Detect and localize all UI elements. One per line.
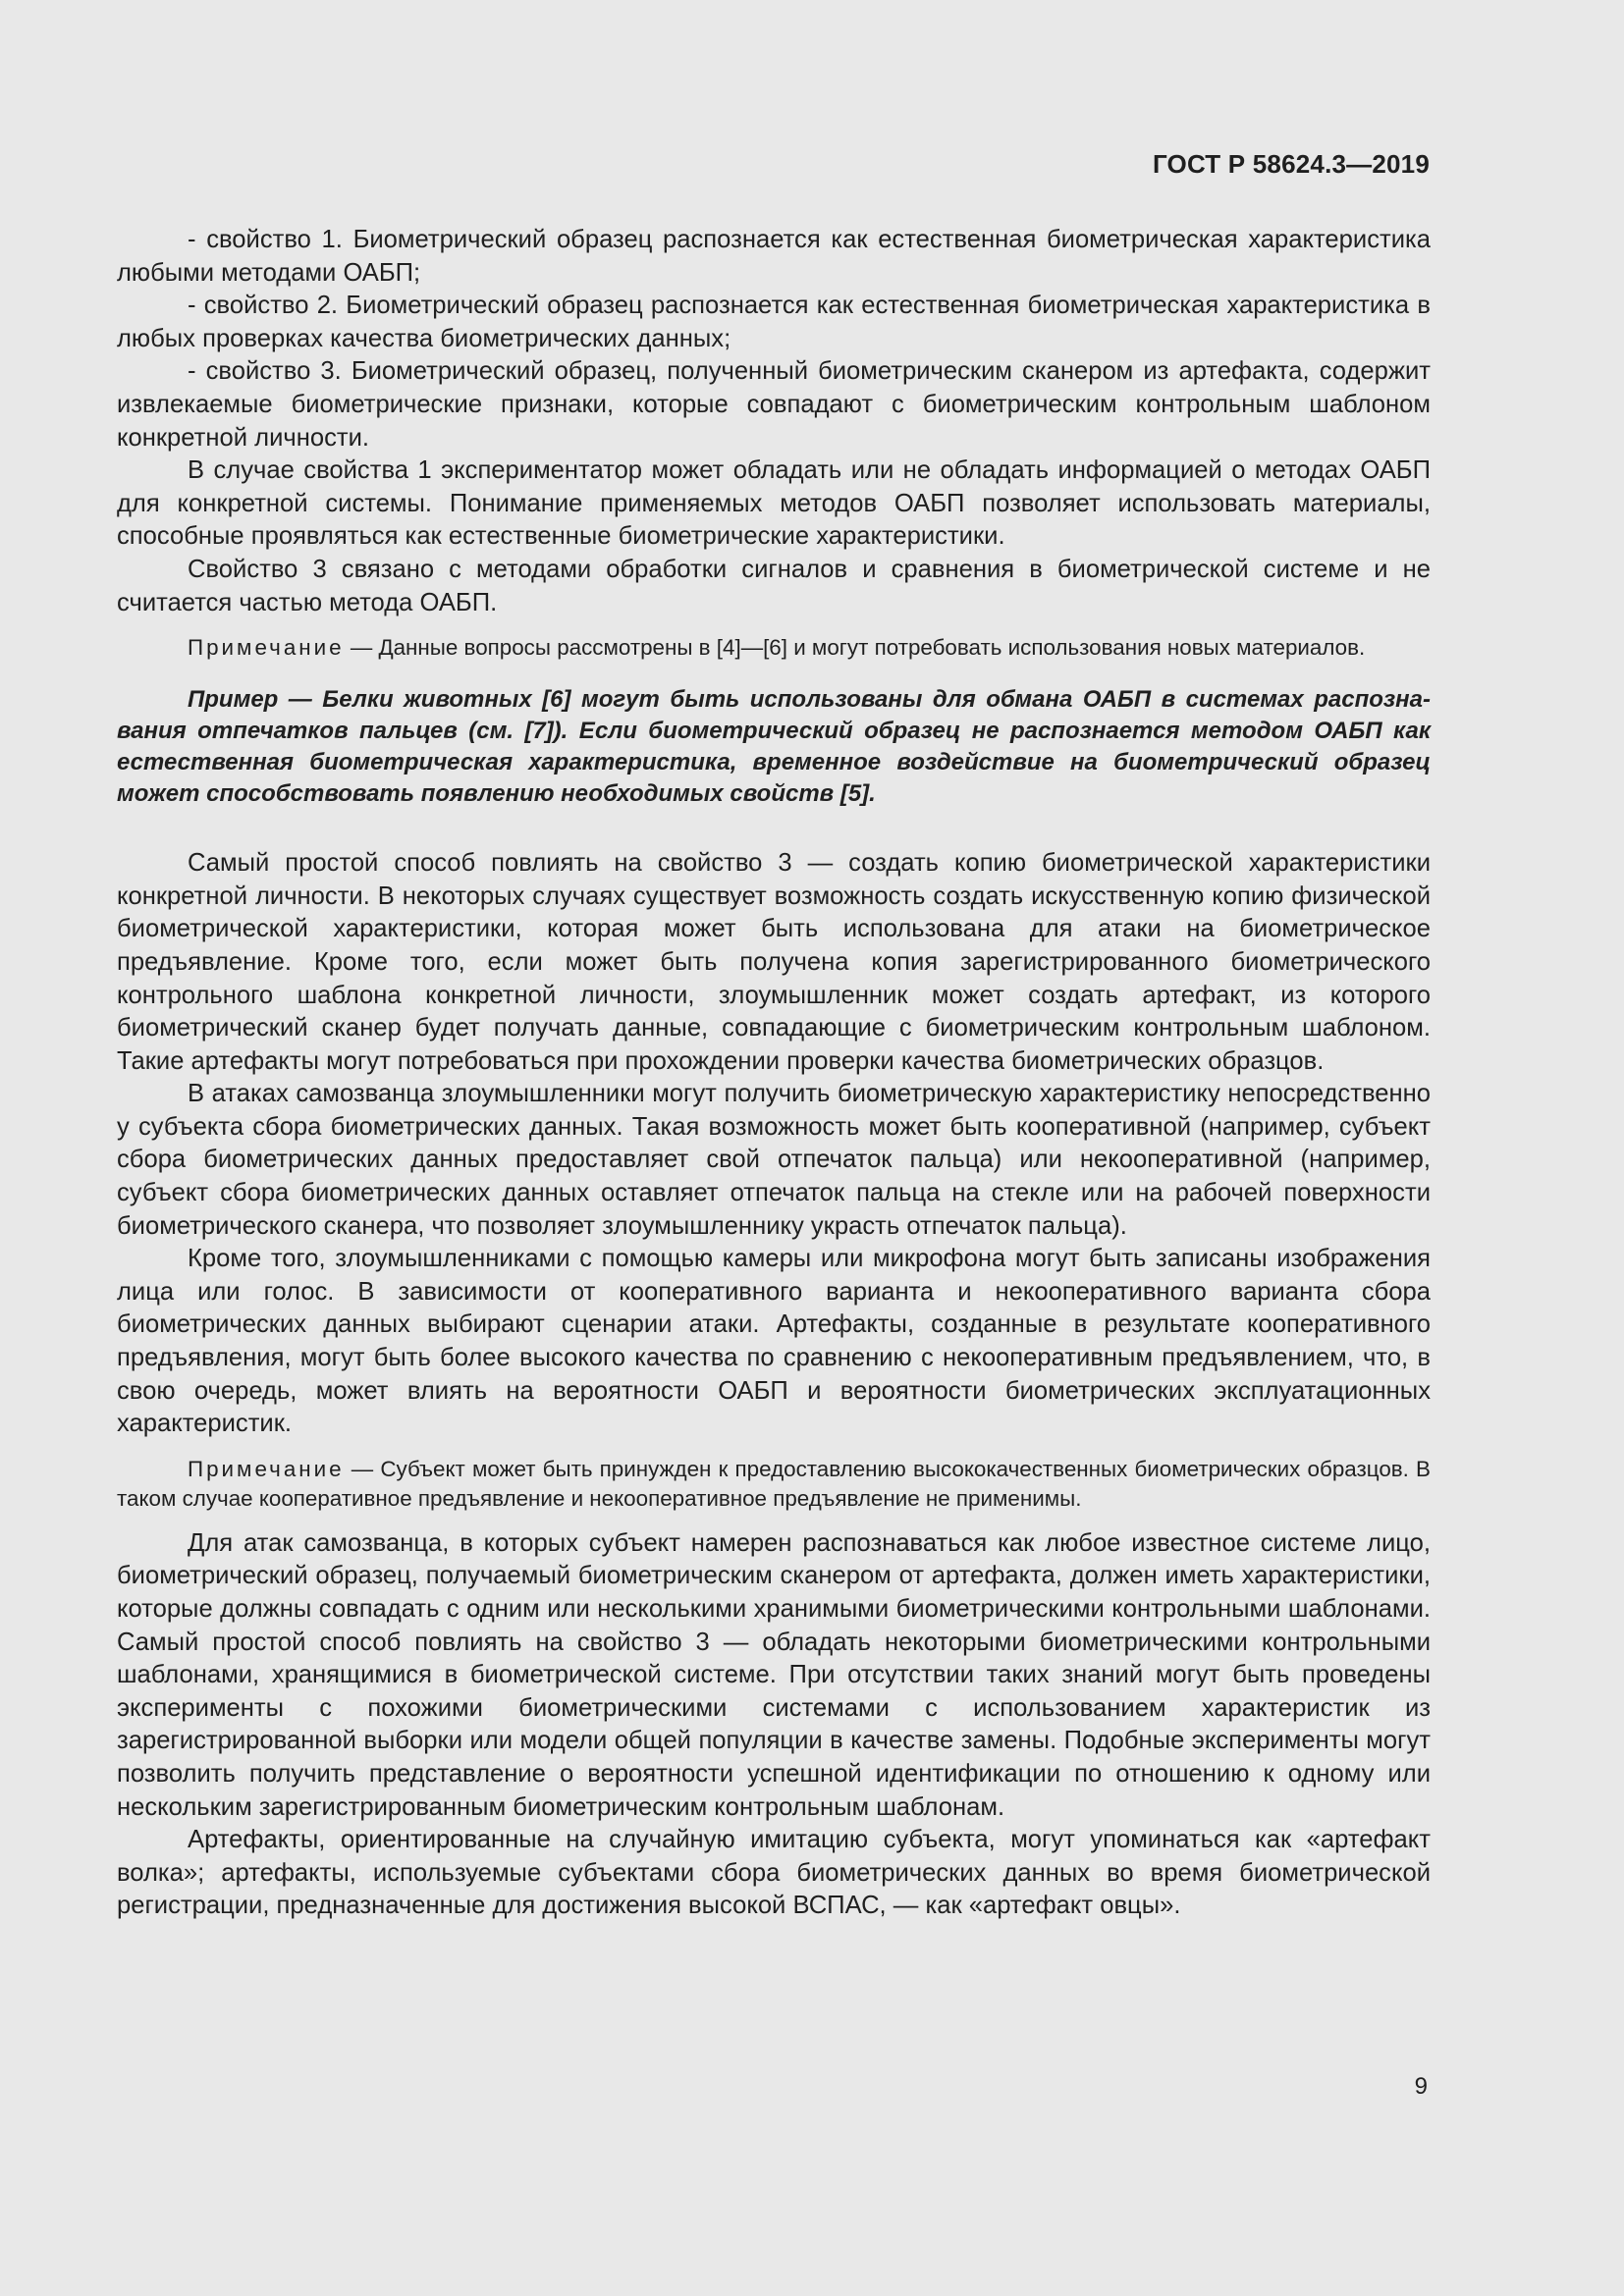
document-code-header: ГОСТ Р 58624.3—2019 [1152, 149, 1430, 179]
paragraph-impostor-any-identity: Для атак самозванца, в которых субъект намерен распознаваться как любое известное системе лицо, биометрический образец, получаемый биометрическим сканером от артефакта, должен иметь характеристики, которые должны совпадать с одним или несколькими хранимыми биометрическими контрольными шаблонами. Самый простой способ повлиять на свойство 3 — обладать некоторыми биометрическими контрольными шаблонами, хранящимися в биометрической системе. При отсутствии таких знаний могут быть проведены эксперименты с похожими биометрическими системами с использованием характеристик из зарегистрированной выборки или модели общей популяции в качестве замены. Подобные эксперименты могут позволить получить представление о вероятности успешной идентификации по отношению к одному или нескольким зарегистрированным биометрическим контрольным шаблонам. [117, 1528, 1431, 1821]
page-content [117, 224, 1431, 1923]
example-paragraph: Пример — Белки животных [6] могут быть использованы для обмана ОАБП в системах распознавания отпечатков пальцев (см. [7]). Если биометрический образец не распознается методом ОАБП как естественная биометрическая характеристика, временное воздействие на биометрический образец может способствовать появлению необходимых свойств [5]. [117, 686, 1431, 808]
note-1-text: — Данные вопросы рассмотрены в [4]—[6] и могут потребовать использования новых материалов. [344, 635, 1366, 661]
property-1-item: - свойство 1. Биометрический образец распознается как естественная биометрическая характеристика любыми методами ОАБП; [117, 226, 1431, 287]
note-2 [117, 1455, 1431, 1514]
paragraph-case-1: В случае свойства 1 экспериментатор может обладать или не обладать информацией о методах ОАБП для конкретной системы. Понимание применяемых методов ОАБП позволяет использовать материалы, способные проявляться как естественные биометрические характеристики. [117, 456, 1431, 551]
note-2-label: Примечание [188, 1456, 345, 1481]
page-number: 9 [1414, 2073, 1428, 2100]
paragraph-wolf-sheep-artefacts: Артефакты, ориентированные на случайную имитацию субъекта, могут упоминаться как «артефакт волка»; артефакты, используемые субъектами сбора биометрических данных во время биометрической регистрации, предназначенные для достижения высокой ВСПАС, — как «артефакт овцы». [117, 1826, 1431, 1920]
note-2-text: — Субъект может быть принужден к предоставлению высококачественных биометрических образцов. В таком случае кооперативное предъявление и некооперативное предъявление не применимы. [117, 1456, 1431, 1511]
paragraph-impostor-attacks: В атаках самозванца злоумышленники могут получить биометрическую характеристику непосредственно у субъекта сбора биометрических данных. Такая возможность может быть кооперативной (например, субъект сбора биометрических данных предоставляет свой отпечаток пальца) или некооперативной (например, субъект сбора биометрических данных оставляет отпечаток пальца на стекле или на рабочей поверхности биометрического сканера, что позволяет злоумышленнику украсть отпечаток пальца). [117, 1080, 1431, 1240]
paragraph-simplest-way: Самый простой способ повлиять на свойство 3 — создать копию биометрической характеристики конкретной личности. В некоторых случаях существует возможность создать искусственную копию физической биометрической характеристики, которая может быть использована для атаки на биометрическое предъявление. Кроме того, если может быть получена копия зарегистрированного биометрического контрольного шаблона конкретной личности, злоумышленник может создать артефакт, из которого биометрический сканер будет получать данные, совпадающие с биометрическим контрольным шаблоном. Такие артефакты могут потребоваться при прохождении проверки качества биометрических образцов. [117, 849, 1431, 1075]
note-1 [117, 633, 1431, 663]
paragraph-camera-microphone: Кроме того, злоумышленниками с помощью камеры или микрофона могут быть записаны изображения лица или голос. В зависимости от кооперативного варианта и некооперативного варианта сбора биометрических данных выбирают сценарии атаки. Артефакты, созданные в результате кооперативного предъявления, могут быть более высокого качества по сравнению с некооперативным предъявлением, что, в свою очередь, может влиять на вероятности ОАБП и вероятности биометрических эксплуатационных характеристик. [117, 1245, 1431, 1438]
note-1-label: Примечание [188, 635, 345, 661]
property-3-item: - свойство 3. Биометрический образец, полученный биометрическим сканером из артефакта, содержит извлекаемые биометрические признаки, которые совпадают с биометрическим контрольным шаблоном конкретной личности. [117, 357, 1431, 452]
property-2-item: - свойство 2. Биометрический образец распознается как естественная биометрическая характеристика в любых проверках качества биометрических данных; [117, 292, 1431, 352]
paragraph-property-3: Свойство 3 связано с методами обработки сигналов и сравнения в биометрической системе и не считается частью метода ОАБП. [117, 555, 1431, 616]
